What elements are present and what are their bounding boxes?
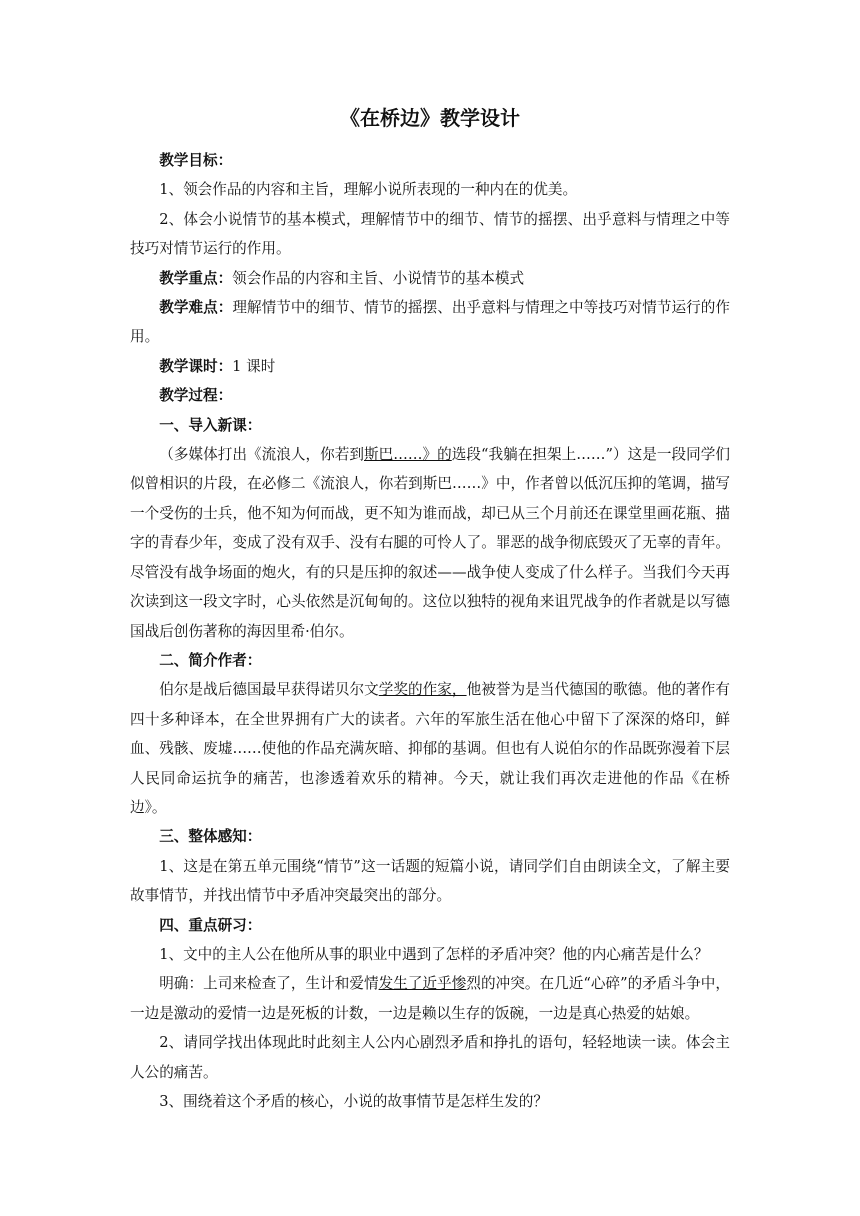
section-1-heading [130,411,730,440]
section-4-question-3: 3、围绕着这个矛盾的核心，小说的故事情节是怎样生发的？ [159,1093,548,1110]
section-4-answer-a: 明确：上司来检查了，生计和爱情 [159,975,379,993]
section-4-label: 四、重点研习： [159,916,262,934]
objectives-heading [130,146,730,175]
section-4-question-2: 2、请同学找出体现此时此刻主人公内心剧烈矛盾和挣扎的语句，轻轻地读一读。体会主人公的痛苦。 [130,1034,730,1081]
section-1-text-b: 选段“我躺在担架上……”）这是一段同学们似曾相识的片段，在必修二《流浪人，你若到斯巴……》中，作者曾以低沉压抑的笔调，描写一个受伤的士兵，他不知为何而战，更不知为谁而战，却已从三个月前还在课堂里画花瓶、描字的青春少年，变成了没有双手、没有右腿的可怜人了。罪恶的战争彻底毁灭了无辜的青年。尽管没有战争场面的炮火，有的只是压抑的叙述——战争使人变成了什么样子。当我们今天再次读到这一段文字时，心头依然是沉甸甸的。这位以独特的视角来诅咒战争的作者就是以写德国战后创伤著称的海因里希·伯尔。 [130,446,730,640]
difficult-points [130,293,730,352]
section-2-underlined: 学奖的作家， [378,681,467,699]
key-points-text: 领会作品的内容和主旨、小说情节的基本模式 [232,269,525,287]
section-3-label: 三、整体感知： [159,828,262,846]
section-4-answer-b: 烈的冲突。在几近“心碎”的矛盾斗争中，一边是激动的爱情一边是死板的计数，一边是赖以生存的饭碗，一边是真心热爱的姑娘。 [130,975,730,1022]
section-1-text-a: （多媒体打出《流浪人，你若到 [159,446,364,464]
objectives-label: 教学目标： [159,152,233,169]
objective-2: 2、体会小说情节的基本模式，理解情节中的细节、情节的摇摆、出乎意料与情理之中等技巧对情节运行的作用。 [130,210,730,258]
section-4-heading [130,911,730,940]
key-points [130,264,730,293]
section-2-heading [130,646,730,675]
difficult-points-label: 教学难点： [159,299,233,317]
process-heading [130,381,730,410]
objective-1: 1、领会作品的内容和主旨，理解小说所表现的一种内在的优美。 [159,181,578,199]
section-4-answer-underlined: 发生了近乎惨 [378,975,467,993]
document-body [130,146,730,1116]
section-3-item-1: 1、这是在第五单元围绕“情节”这一话题的短篇小说，请同学们自由朗读全文，了解主要故事情节，并找出情节中矛盾冲突最突出的部分。 [130,857,730,905]
section-4-answer [130,969,730,1028]
section-3-heading [130,822,730,851]
key-points-label: 教学重点： [159,269,233,287]
class-hours-label: 教学课时： [159,357,233,375]
document-title: 《在桥边》教学设计 [340,106,520,130]
section-2-text-a: 伯尔是战后德国最早获得诺贝尔文 [159,681,379,699]
process-label: 教学过程： [159,387,233,405]
section-1-label: 一、导入新课： [159,416,262,434]
difficult-points-text: 理解情节中的细节、情节的摇摆、出乎意料与情理之中等技巧对情节运行的作用。 [130,299,730,346]
section-1-underlined: 斯巴……》的 [364,446,452,464]
class-hours-text: 1 课时 [232,357,276,375]
section-1-paragraph [130,440,730,646]
section-4-question-1: 1、文中的主人公在他所从事的职业中遇到了怎样的矛盾冲突？他的内心痛苦是什么？ [159,945,709,963]
section-2-label: 二、简介作者： [159,651,262,669]
class-hours [130,352,730,381]
section-2-paragraph [130,675,730,822]
section-2-text-b: 他被誉为是当代德国的歌德。他的著作有四十多种译本，在全世界拥有广大的读者。六年的军旅生活在他心中留下了深深的烙印，鲜血、残骸、废墟……使他的作品充满灰暗、抑郁的基调。但也有人说伯尔的作品既弥漫着下层人民同命运抗争的痛苦，也渗透着欢乐的精神。今天，就让我们再次走进他的作品《在桥边》。 [130,681,730,816]
